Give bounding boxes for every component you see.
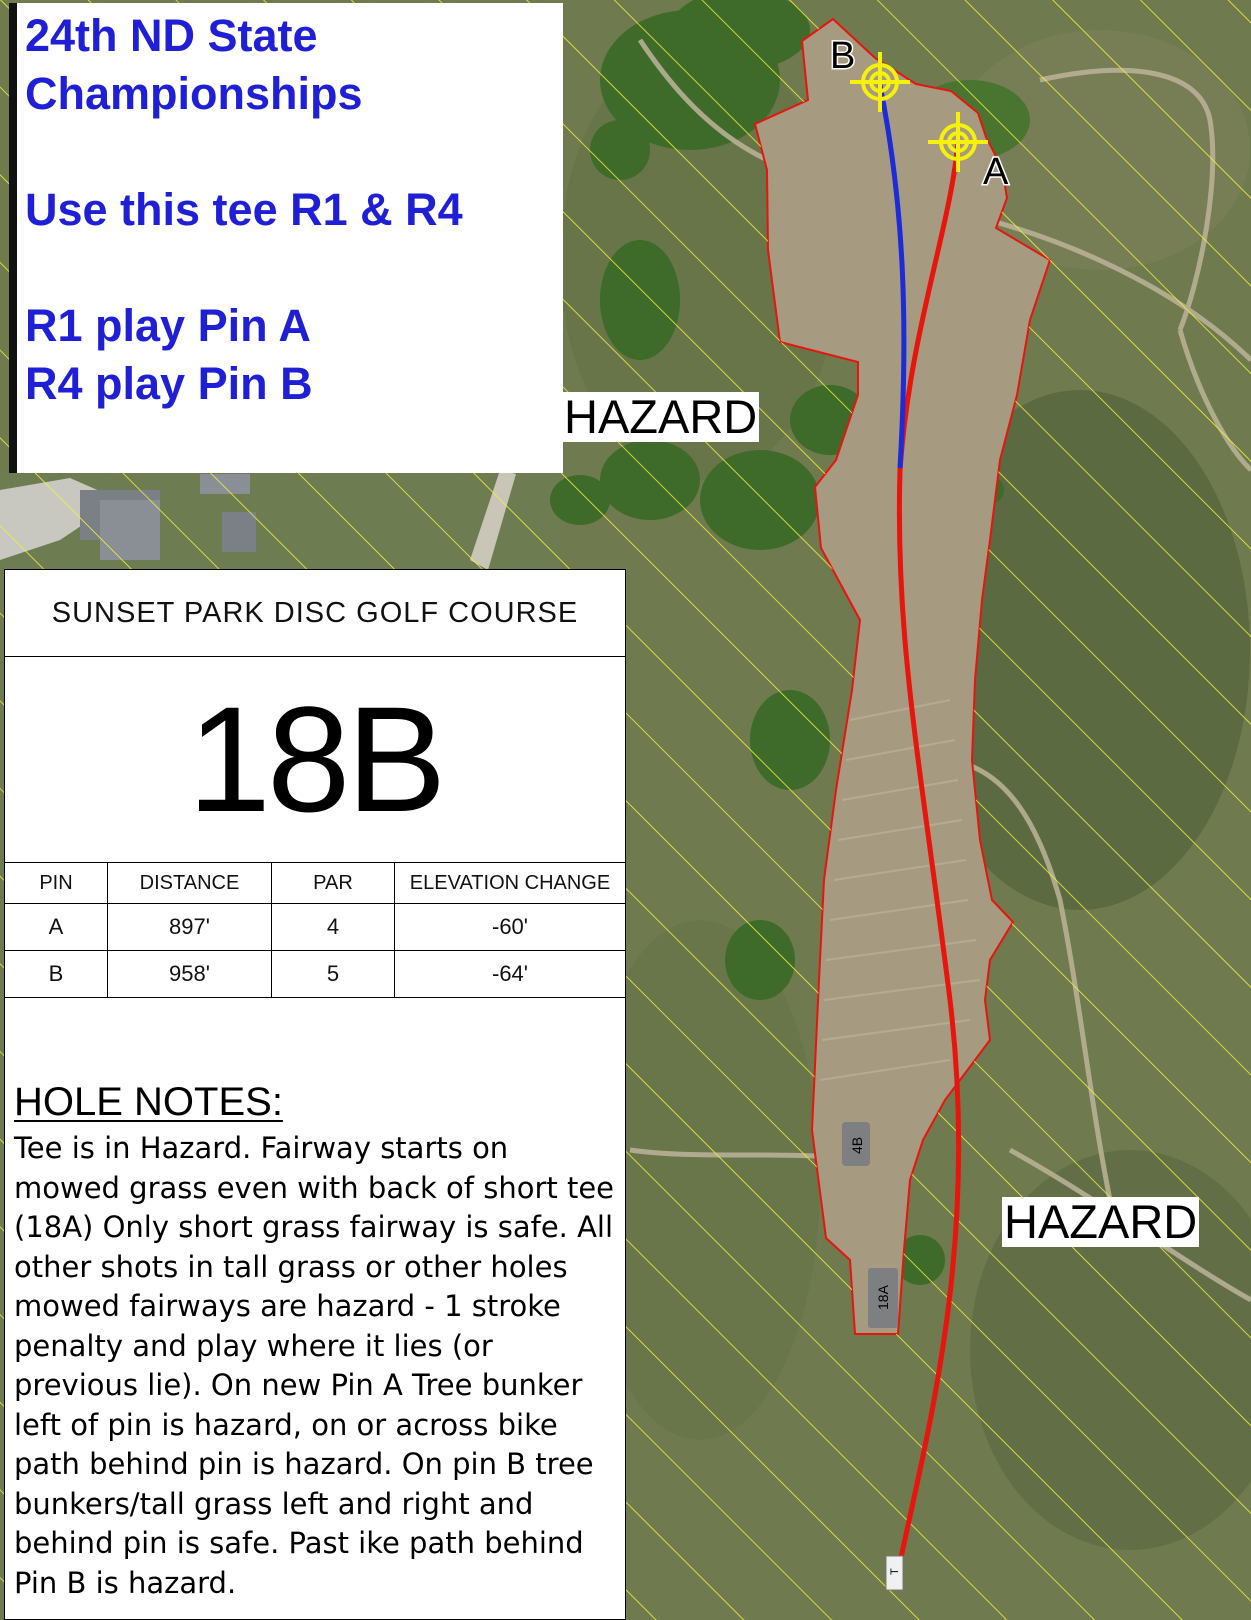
tee-label: T xyxy=(889,1568,901,1575)
hole-notes-heading: HOLE NOTES: xyxy=(14,1080,283,1124)
tee-instruction: Use this tee R1 & R4 xyxy=(25,184,463,235)
cell-distance: 897' xyxy=(108,904,272,951)
table-row xyxy=(5,951,625,998)
r4-instruction: R4 play Pin B xyxy=(25,358,313,409)
hazard-label-right: HAZARD xyxy=(1004,1195,1198,1248)
cell-elevation: -60' xyxy=(395,904,626,951)
header-par: PAR xyxy=(272,863,395,904)
r1-instruction: R1 play Pin A xyxy=(25,300,311,351)
pin-a-label: A xyxy=(983,151,1009,193)
title-line-2: Championships xyxy=(25,68,363,119)
hole-info-panel xyxy=(4,569,626,1620)
cell-par: 5 xyxy=(272,951,395,998)
short-tee-label: 18A xyxy=(875,1285,891,1310)
other-tee-pad xyxy=(842,1122,870,1166)
hole-notes-text: Tee is in Hazard. Fairway starts on mowed grass even with back of short tee (18A) Only short grass fairway is safe. All other shots in tall grass or other holes mowed fairways are hazard - 1 stroke penalty and play where it lies (or previous lie). On new Pin A Tree bunker left of pin is hazard, on or across bike path behind pin is hazard. On pin B tree bunkers/tall grass left and right and behind pin is safe. Past ike path behind Pin B is hazard. xyxy=(14,1131,615,1600)
hazard-label-left: HAZARD xyxy=(564,390,758,443)
pin-b-label: B xyxy=(830,35,856,77)
cell-distance: 958' xyxy=(108,951,272,998)
tee-pad xyxy=(886,1556,903,1590)
cell-par: 4 xyxy=(272,904,395,951)
title-box xyxy=(9,3,563,473)
header-pin: PIN xyxy=(5,863,108,904)
header-elevation: ELEVATION CHANGE xyxy=(395,863,626,904)
cell-elevation: -64' xyxy=(395,951,626,998)
title-line-1: 24th ND State xyxy=(25,10,318,61)
cell-pin: A xyxy=(5,904,108,951)
table-row xyxy=(5,904,625,951)
hole-number: 18B xyxy=(5,657,625,863)
course-name: SUNSET PARK DISC GOLF COURSE xyxy=(5,570,625,657)
header-distance: DISTANCE xyxy=(108,863,272,904)
short-tee-pad xyxy=(868,1268,898,1328)
cell-pin: B xyxy=(5,951,108,998)
table-header-row xyxy=(5,863,625,904)
pin-stats-table xyxy=(5,863,625,998)
other-tee-label: 4B xyxy=(849,1136,865,1154)
